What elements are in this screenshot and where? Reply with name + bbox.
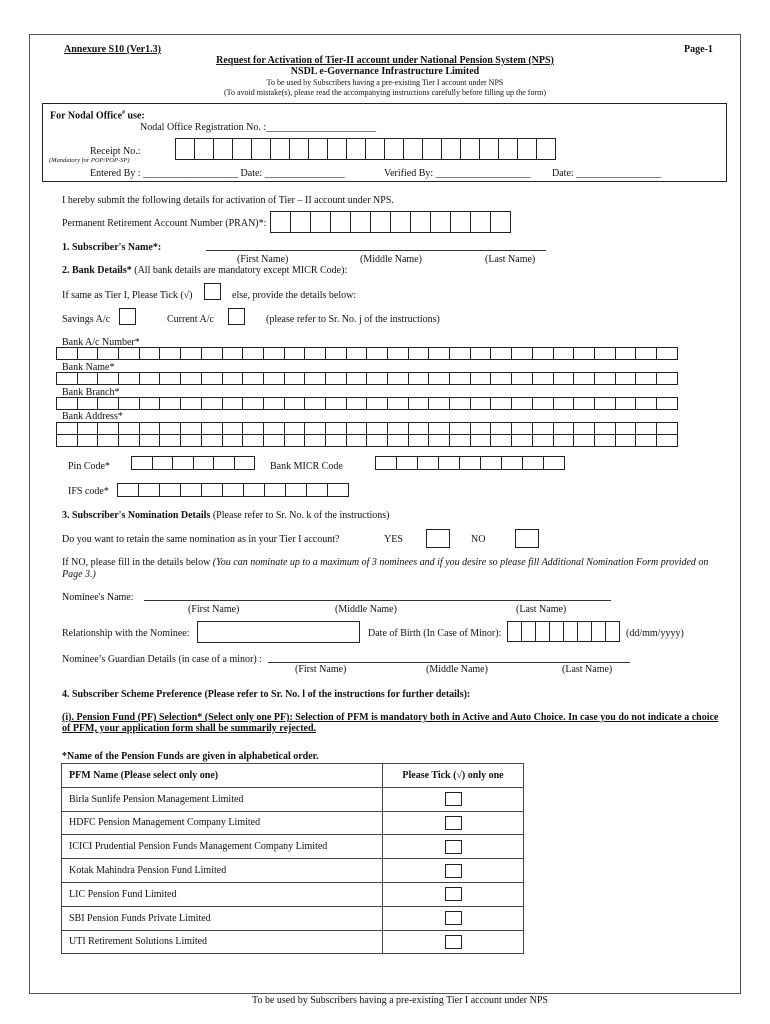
pfm-tick-cell bbox=[383, 930, 524, 954]
verified-date-field[interactable]: Date: _________________ bbox=[552, 168, 662, 179]
pfm-name: Birla Sunlife Pension Management Limited bbox=[62, 787, 383, 811]
pfm-tick-cell bbox=[383, 811, 524, 835]
char-box[interactable] bbox=[656, 434, 678, 447]
subtitle-2: (To avoid mistake(s), please read the accompanying instructions carefully before filling up the form) bbox=[224, 88, 546, 97]
char-box[interactable] bbox=[449, 397, 471, 410]
char-box[interactable] bbox=[408, 347, 430, 360]
char-box[interactable] bbox=[553, 347, 575, 360]
dob-label: Date of Birth (In Case of Minor): bbox=[368, 628, 502, 639]
bank-name-label: Bank Name* bbox=[62, 362, 115, 373]
subscriber-name-label: 1. Subscriber's Name*: bbox=[62, 242, 162, 253]
char-box[interactable] bbox=[387, 434, 409, 447]
char-box[interactable] bbox=[635, 372, 657, 385]
pfm-tick-checkbox[interactable] bbox=[445, 935, 462, 949]
char-box[interactable] bbox=[594, 372, 616, 385]
char-box[interactable] bbox=[139, 434, 161, 447]
char-box[interactable] bbox=[470, 397, 492, 410]
char-box[interactable] bbox=[284, 372, 306, 385]
current-checkbox[interactable] bbox=[228, 308, 245, 325]
char-box[interactable] bbox=[159, 434, 181, 447]
table-row bbox=[62, 859, 524, 883]
ifs-boxes[interactable] bbox=[118, 483, 349, 497]
char-box[interactable] bbox=[242, 434, 264, 447]
char-box[interactable] bbox=[346, 434, 368, 447]
char-box[interactable] bbox=[139, 347, 161, 360]
pfm-tick-checkbox[interactable] bbox=[445, 840, 462, 854]
char-box[interactable] bbox=[263, 372, 285, 385]
char-box[interactable] bbox=[201, 397, 223, 410]
char-box[interactable] bbox=[201, 434, 223, 447]
annexure-label: Annexure S10 (Ver1.3) bbox=[64, 44, 161, 55]
char-box[interactable] bbox=[77, 434, 99, 447]
no-label: NO bbox=[471, 534, 486, 545]
char-box[interactable] bbox=[77, 397, 99, 410]
pfm-tick-checkbox[interactable] bbox=[445, 816, 462, 830]
guardian-name-line[interactable] bbox=[268, 662, 630, 663]
pfm-name: LIC Pension Fund Limited bbox=[62, 882, 383, 906]
bank-branch-boxes[interactable] bbox=[57, 397, 678, 410]
pran-label: Permanent Retirement Account Number (PRAN)*: bbox=[62, 218, 267, 229]
pfm-tick-checkbox[interactable] bbox=[445, 911, 462, 925]
char-box[interactable] bbox=[490, 372, 512, 385]
pfm-name: UTI Retirement Solutions Limited bbox=[62, 930, 383, 954]
char-box[interactable] bbox=[346, 372, 368, 385]
bank-details-label: 2. Bank Details* (All bank details are mandatory except MICR Code): bbox=[62, 265, 348, 276]
nominee-last-caption: (Last Name) bbox=[516, 604, 567, 615]
char-box[interactable] bbox=[532, 397, 554, 410]
char-box[interactable] bbox=[118, 372, 140, 385]
current-label: Current A/c bbox=[167, 314, 214, 325]
page-number: Page-1 bbox=[684, 44, 713, 55]
char-box[interactable] bbox=[511, 434, 533, 447]
nominee-middle-caption: (Middle Name) bbox=[335, 604, 397, 615]
char-box[interactable] bbox=[428, 397, 450, 410]
bank-address-label: Bank Address* bbox=[62, 411, 123, 422]
char-box[interactable] bbox=[284, 347, 306, 360]
char-box[interactable] bbox=[346, 347, 368, 360]
yes-checkbox[interactable] bbox=[426, 529, 450, 548]
char-box[interactable] bbox=[97, 397, 119, 410]
char-box[interactable] bbox=[242, 372, 264, 385]
guardian-label: Nominee’s Guardian Details (in case of a minor) : bbox=[62, 654, 262, 665]
char-box[interactable] bbox=[573, 434, 595, 447]
char-box[interactable] bbox=[180, 434, 202, 447]
char-box[interactable] bbox=[304, 372, 326, 385]
pf-selection-text: (i). Pension Fund (PF) Selection* (Select only one PF): Selection of PFM is mandatory both in Active and Auto Choice. In case you do not indicate a choice of PFM, your application form shall be summarily rejected. bbox=[62, 712, 719, 734]
char-box[interactable] bbox=[201, 372, 223, 385]
char-box[interactable] bbox=[490, 434, 512, 447]
verified-by-field[interactable]: Verified By: ___________________ bbox=[384, 168, 531, 179]
retain-question: Do you want to retain the same nomination as in your Tier I account? bbox=[62, 534, 340, 545]
form-title: Request for Activation of Tier-II account under National Pension System (NPS) bbox=[216, 55, 554, 66]
char-box[interactable] bbox=[77, 372, 99, 385]
char-box[interactable] bbox=[159, 397, 181, 410]
char-box[interactable] bbox=[615, 434, 637, 447]
bank-branch-label: Bank Branch* bbox=[62, 387, 120, 398]
bank-acno-boxes[interactable] bbox=[57, 347, 678, 360]
char-box[interactable] bbox=[490, 397, 512, 410]
else-text: else, provide the details below: bbox=[232, 290, 357, 301]
char-box[interactable] bbox=[222, 372, 244, 385]
dob-format: (dd/mm/yyyy) bbox=[626, 628, 684, 639]
intro-text: I hereby submit the following details for activation of Tier – II account under NPS. bbox=[62, 195, 394, 206]
guardian-last-caption: (Last Name) bbox=[562, 664, 613, 675]
last-name-caption: (Last Name) bbox=[485, 254, 536, 265]
char-box[interactable] bbox=[242, 397, 264, 410]
char-box[interactable] bbox=[139, 372, 161, 385]
char-box[interactable] bbox=[408, 434, 430, 447]
char-box[interactable] bbox=[180, 397, 202, 410]
char-box[interactable] bbox=[594, 347, 616, 360]
pfm-tick-checkbox[interactable] bbox=[445, 864, 462, 878]
bank-acno-label: Bank A/c Number* bbox=[62, 337, 140, 348]
char-box[interactable] bbox=[387, 372, 409, 385]
char-box[interactable] bbox=[366, 347, 388, 360]
char-box[interactable] bbox=[449, 434, 471, 447]
micr-label: Bank MICR Code bbox=[270, 461, 343, 472]
table-row bbox=[62, 835, 524, 859]
char-box[interactable] bbox=[304, 434, 326, 447]
savings-checkbox[interactable] bbox=[119, 308, 136, 325]
char-box[interactable] bbox=[553, 434, 575, 447]
table-row bbox=[62, 787, 524, 811]
char-box[interactable] bbox=[346, 397, 368, 410]
table-row bbox=[62, 882, 524, 906]
char-box[interactable] bbox=[553, 397, 575, 410]
middle-name-caption: (Middle Name) bbox=[360, 254, 422, 265]
relationship-label: Relationship with the Nominee: bbox=[62, 628, 190, 639]
ifs-label: IFS code* bbox=[68, 486, 109, 497]
pfm-tick-cell bbox=[383, 787, 524, 811]
char-box[interactable] bbox=[325, 372, 347, 385]
char-box[interactable] bbox=[615, 347, 637, 360]
char-box[interactable] bbox=[573, 372, 595, 385]
pf-alphabetical-note: *Name of the Pension Funds are given in alphabetical order. bbox=[62, 751, 319, 762]
char-box[interactable] bbox=[387, 347, 409, 360]
char-box[interactable] bbox=[56, 397, 78, 410]
table-row bbox=[62, 930, 524, 954]
char-box[interactable] bbox=[222, 347, 244, 360]
char-box[interactable] bbox=[159, 347, 181, 360]
char-box[interactable] bbox=[304, 347, 326, 360]
char-box[interactable] bbox=[56, 434, 78, 447]
pfm-tick-cell bbox=[383, 859, 524, 883]
relationship-input[interactable] bbox=[197, 621, 360, 643]
char-box[interactable] bbox=[159, 372, 181, 385]
guardian-first-caption: (First Name) bbox=[295, 664, 347, 675]
char-box[interactable] bbox=[449, 372, 471, 385]
nominee-first-caption: (First Name) bbox=[188, 604, 240, 615]
nominee-name-label: Nominee's Name: bbox=[62, 592, 134, 603]
char-box[interactable] bbox=[387, 397, 409, 410]
same-tier-checkbox[interactable] bbox=[204, 283, 221, 300]
yes-label: YES bbox=[384, 534, 403, 545]
char-box[interactable] bbox=[304, 397, 326, 410]
char-box[interactable] bbox=[118, 347, 140, 360]
char-box[interactable] bbox=[284, 434, 306, 447]
char-box[interactable] bbox=[408, 372, 430, 385]
char-box[interactable] bbox=[201, 347, 223, 360]
char-box[interactable] bbox=[532, 372, 554, 385]
table-row bbox=[62, 906, 524, 930]
char-box[interactable] bbox=[77, 347, 99, 360]
no-checkbox[interactable] bbox=[515, 529, 539, 548]
char-box[interactable] bbox=[428, 347, 450, 360]
char-box[interactable] bbox=[511, 347, 533, 360]
nodal-heading: For Nodal Office# use: bbox=[50, 110, 145, 122]
char-box[interactable] bbox=[615, 397, 637, 410]
char-box[interactable] bbox=[656, 397, 678, 410]
pfm-table bbox=[61, 763, 524, 954]
char-box[interactable] bbox=[263, 434, 285, 447]
scheme-preference-label: 4. Subscriber Scheme Preference (Please refer to Sr. No. l of the instructions for further details): bbox=[62, 689, 471, 700]
char-box[interactable] bbox=[470, 347, 492, 360]
receipt-label: Receipt No.: bbox=[90, 146, 141, 157]
account-type-refer: (please refer to Sr. No. j of the instructions) bbox=[266, 314, 440, 325]
char-box[interactable] bbox=[594, 397, 616, 410]
guardian-middle-caption: (Middle Name) bbox=[426, 664, 488, 675]
char-box[interactable] bbox=[635, 397, 657, 410]
char-box[interactable] bbox=[222, 397, 244, 410]
pfm-name: ICICI Prudential Pension Funds Management Company Limited bbox=[62, 835, 383, 859]
char-box[interactable] bbox=[408, 397, 430, 410]
char-box[interactable] bbox=[325, 397, 347, 410]
ifno-text: If NO, please fill in the details below (You can nominate up to a maximum of 3 nominees and if you desire so please fill Additional Nomination Form provided on Page 3.) bbox=[62, 557, 709, 580]
entered-by-field[interactable]: Entered By : ___________________ Date: ________________ bbox=[90, 168, 345, 179]
char-box[interactable] bbox=[180, 372, 202, 385]
char-box[interactable] bbox=[511, 397, 533, 410]
mandatory-note: (Mandatory for POP/POP-SP) bbox=[49, 157, 130, 164]
subtitle-1: To be used by Subscribers having a pre-existing Tier I account under NPS bbox=[266, 78, 504, 87]
pfm-tick-checkbox[interactable] bbox=[445, 792, 462, 806]
char-box[interactable] bbox=[594, 434, 616, 447]
char-box[interactable] bbox=[635, 434, 657, 447]
table-row bbox=[62, 811, 524, 835]
char-box[interactable] bbox=[263, 347, 285, 360]
char-box[interactable] bbox=[56, 347, 78, 360]
pfm-name: HDFC Pension Management Company Limited bbox=[62, 811, 383, 835]
char-box[interactable] bbox=[449, 347, 471, 360]
pin-code-boxes[interactable] bbox=[132, 456, 255, 470]
footer-note: To be used by Subscribers having a pre-existing Tier I account under NPS bbox=[252, 995, 548, 1006]
micr-boxes[interactable] bbox=[376, 456, 565, 470]
char-box[interactable] bbox=[532, 347, 554, 360]
char-box[interactable] bbox=[490, 347, 512, 360]
subscriber-name-line[interactable] bbox=[206, 250, 546, 251]
bank-name-boxes[interactable] bbox=[57, 372, 678, 385]
pin-code-label: Pin Code* bbox=[68, 461, 110, 472]
char-box[interactable] bbox=[139, 397, 161, 410]
pfm-header-row bbox=[62, 764, 524, 788]
pfm-name: SBI Pension Funds Private Limited bbox=[62, 906, 383, 930]
char-box[interactable] bbox=[573, 397, 595, 410]
first-name-caption: (First Name) bbox=[237, 254, 289, 265]
pfm-col-tick: Please Tick (√) only one bbox=[383, 764, 524, 788]
char-box[interactable] bbox=[325, 347, 347, 360]
char-box[interactable] bbox=[470, 372, 492, 385]
pfm-col-name: PFM Name (Please select only one) bbox=[62, 764, 383, 788]
nominee-name-line[interactable] bbox=[144, 600, 611, 601]
pfm-tick-cell bbox=[383, 882, 524, 906]
char-box[interactable] bbox=[118, 434, 140, 447]
char-box[interactable] bbox=[428, 372, 450, 385]
char-box[interactable] bbox=[366, 434, 388, 447]
char-box[interactable] bbox=[635, 347, 657, 360]
char-box[interactable] bbox=[656, 372, 678, 385]
char-box[interactable] bbox=[325, 434, 347, 447]
char-box[interactable] bbox=[532, 434, 554, 447]
bank-address-boxes-2[interactable] bbox=[57, 434, 678, 447]
char-box[interactable] bbox=[573, 347, 595, 360]
char-box[interactable] bbox=[242, 347, 264, 360]
char-box[interactable] bbox=[222, 434, 244, 447]
char-box[interactable] bbox=[470, 434, 492, 447]
nodal-registration-field[interactable]: Nodal Office Registration No. :______________________ bbox=[140, 122, 377, 133]
nomination-label: 3. Subscriber's Nomination Details (Please refer to Sr. No. k of the instructions) bbox=[62, 510, 390, 521]
pfm-name: Kotak Mahindra Pension Fund Limited bbox=[62, 859, 383, 883]
char-box[interactable] bbox=[366, 372, 388, 385]
savings-label: Savings A/c bbox=[62, 314, 111, 325]
dob-boxes[interactable] bbox=[508, 621, 620, 642]
pfm-tick-cell bbox=[383, 835, 524, 859]
char-box[interactable] bbox=[56, 372, 78, 385]
char-box[interactable] bbox=[284, 397, 306, 410]
char-box[interactable] bbox=[553, 372, 575, 385]
char-box[interactable] bbox=[180, 347, 202, 360]
char-box[interactable] bbox=[97, 434, 119, 447]
char-box[interactable] bbox=[428, 434, 450, 447]
char-box[interactable] bbox=[366, 397, 388, 410]
char-box[interactable] bbox=[511, 372, 533, 385]
receipt-number-boxes[interactable] bbox=[176, 138, 556, 160]
same-tier-label: If same as Tier I, Please Tick (√) bbox=[62, 290, 193, 301]
pfm-tick-checkbox[interactable] bbox=[445, 887, 462, 901]
org-name: NSDL e-Governance Infrastructure Limited bbox=[290, 66, 480, 77]
char-box[interactable] bbox=[118, 397, 140, 410]
char-box[interactable] bbox=[656, 347, 678, 360]
char-box[interactable] bbox=[615, 372, 637, 385]
pran-boxes[interactable] bbox=[271, 211, 511, 233]
char-box[interactable] bbox=[97, 372, 119, 385]
char-box[interactable] bbox=[97, 347, 119, 360]
char-box[interactable] bbox=[263, 397, 285, 410]
pfm-tick-cell bbox=[383, 906, 524, 930]
